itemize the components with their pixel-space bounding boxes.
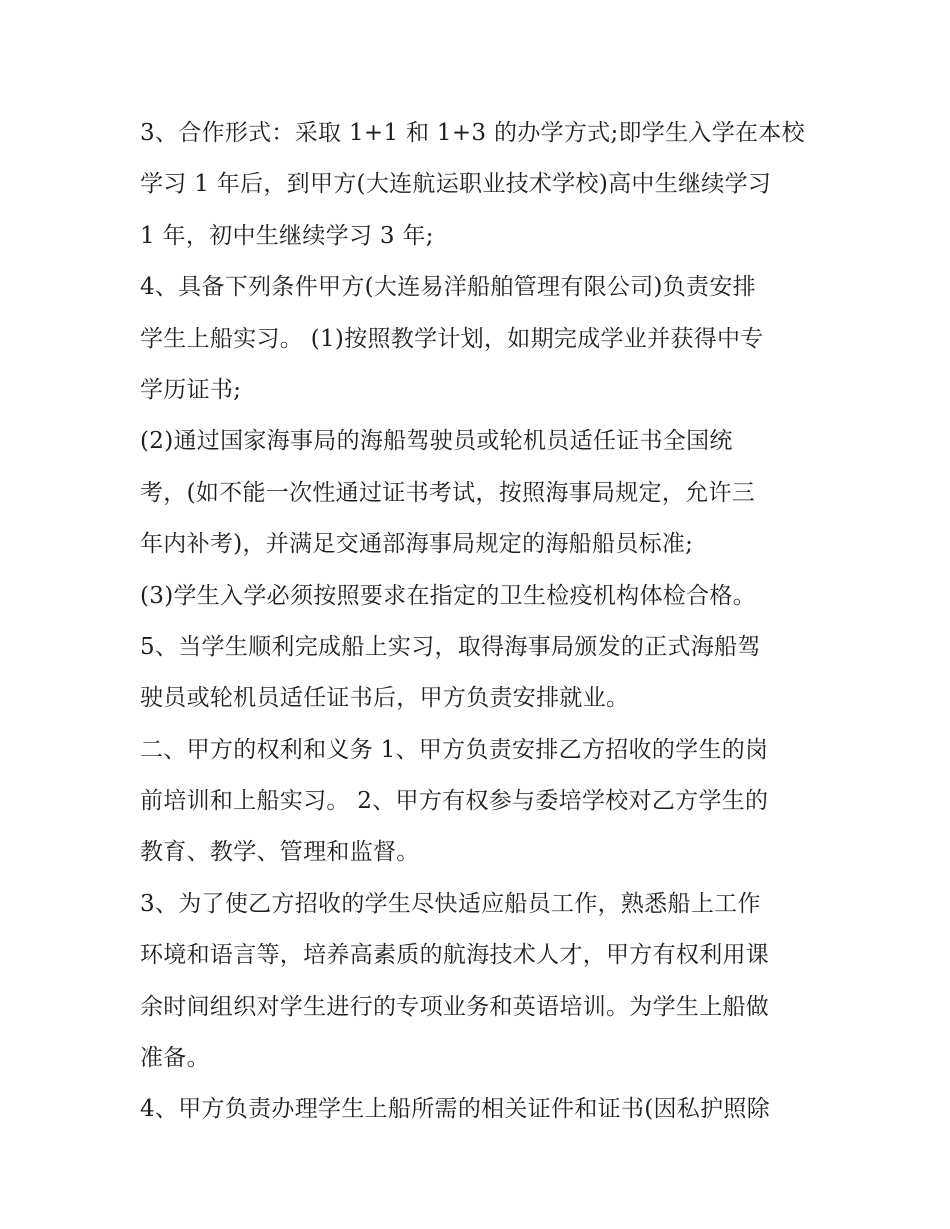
text-line: 5、当学生顺利完成船上实习，取得海事局颁发的正式海船驾 bbox=[140, 633, 761, 660]
text-line: 前培训和上船实习。 2、甲方有权参与委培学校对乙方学生的 bbox=[140, 788, 769, 815]
text-line: (2)通过国家海事局的海船驾驶员或轮机员适任证书全国统 bbox=[140, 428, 733, 455]
text-line: 4、甲方负责办理学生上船所需的相关证件和证书(因私护照除 bbox=[140, 1096, 771, 1123]
text-line: 学习 1 年后，到甲方(大连航运职业技术学校)高中生继续学习 bbox=[140, 171, 772, 198]
text-line: 环境和语言等，培养高素质的航海技术人才，甲方有权利用课 bbox=[140, 942, 770, 969]
text-line: 3、为了使乙方招收的学生尽快适应船员工作，熟悉船上工作 bbox=[140, 890, 761, 917]
text-line: 学历证书; bbox=[140, 376, 242, 403]
text-line: 考，(如不能一次性通过证书考试，按照海事局规定，允许三 bbox=[140, 479, 756, 506]
text-line: 4、具备下列条件甲方(大连易洋船舶管理有限公司)负责安排 bbox=[140, 274, 756, 301]
text-line: 年内补考)，并满足交通部海事局规定的海船船员标准; bbox=[140, 531, 694, 558]
document-body bbox=[140, 108, 820, 1136]
text-line: 二、甲方的权利和义务 1、甲方负责安排乙方招收的学生的岗 bbox=[140, 736, 769, 763]
text-line: 教育、教学、管理和监督。 bbox=[140, 839, 420, 866]
text-line: 1 年，初中生继续学习 3 年; bbox=[140, 222, 434, 249]
text-line: 余时间组织对学生进行的专项业务和英语培训。为学生上船做 bbox=[140, 993, 770, 1020]
text-line: 学生上船实习。 (1)按照教学计划，如期完成学业并获得中专 bbox=[140, 325, 764, 352]
text-line: 准备。 bbox=[140, 1045, 210, 1072]
text-line: 驶员或轮机员适任证书后，甲方负责安排就业。 bbox=[140, 685, 630, 712]
text-line: 3、合作形式：采取 1+1 和 1+3 的办学方式;即学生入学在本校 bbox=[140, 120, 805, 146]
text-line: (3)学生入学必须按照要求在指定的卫生检疫机构体检合格。 bbox=[140, 582, 756, 609]
